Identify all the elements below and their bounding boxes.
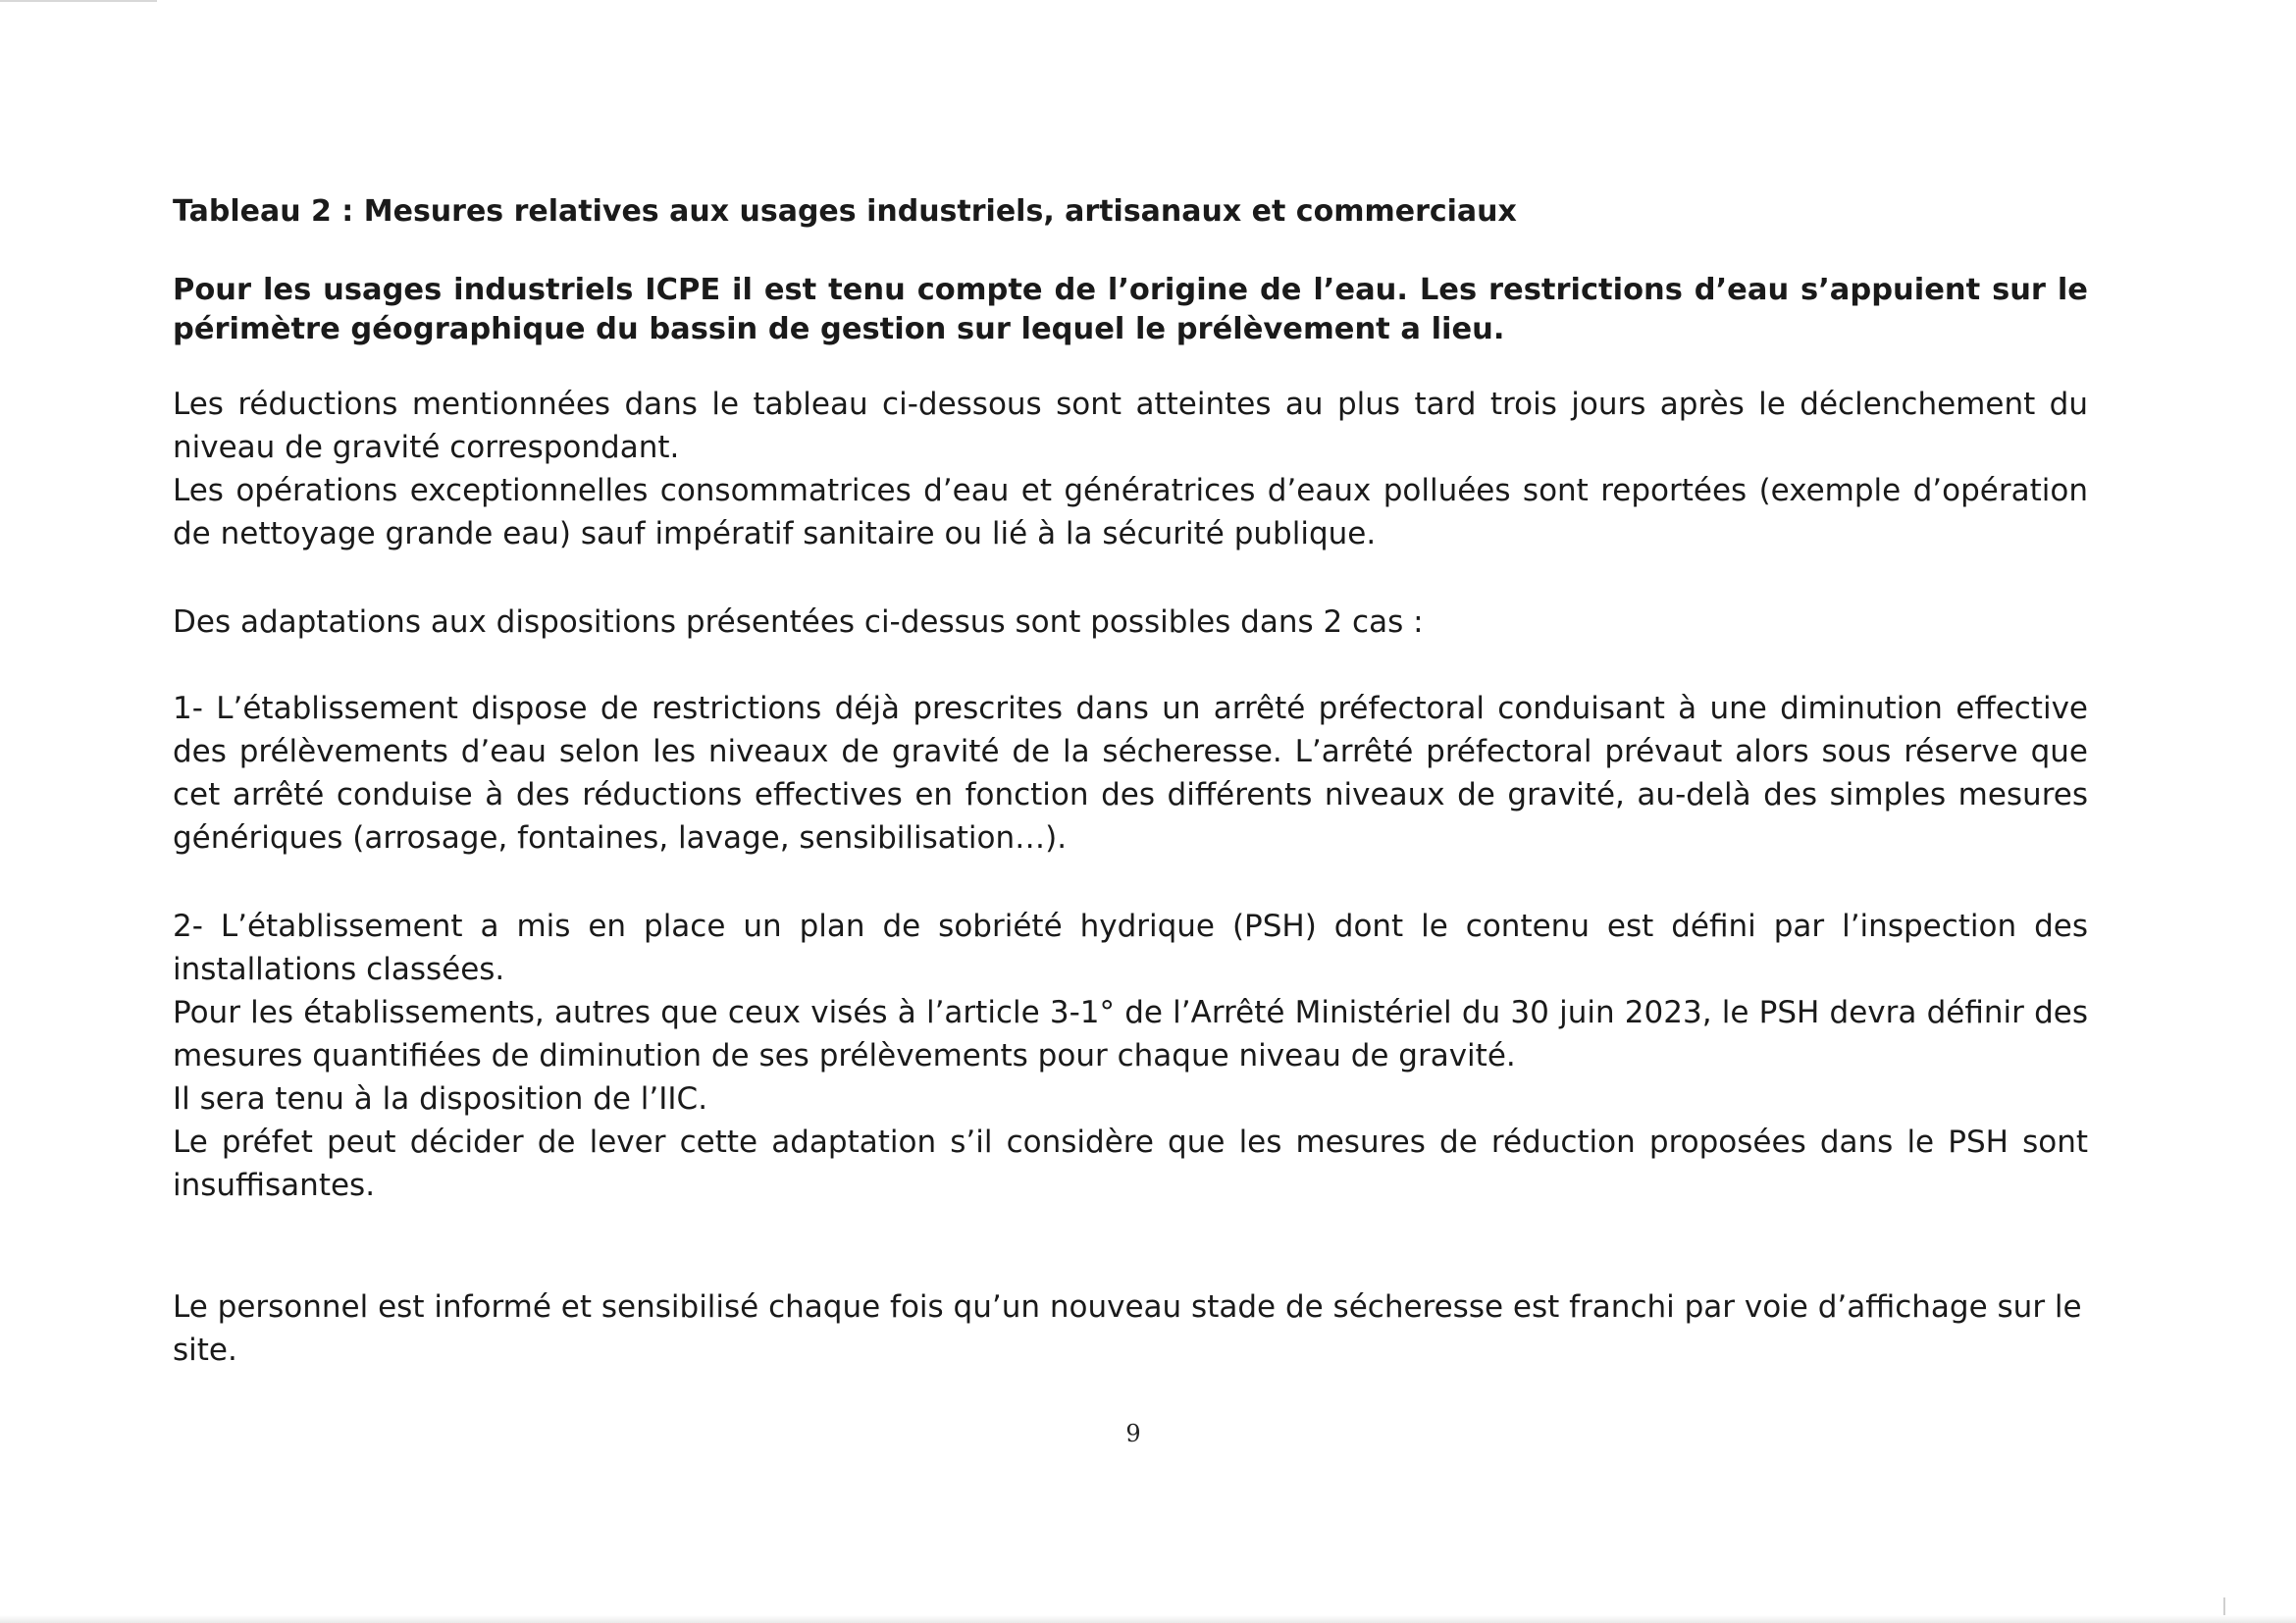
case-2-prefet-paragraph: Le préfet peut décider de lever cette adaptation s’il considère que les mesures de réduction proposées dans le PSH sont insuffisantes.	[173, 1125, 2088, 1203]
case-2-etablissements-paragraph: Pour les établissements, autres que ceux visés à l’article 3-1° de l’Arrêté Ministériel du 30 juin 2023, le PSH devra définir des mesures quantifiées de diminution de ses prélèvements pour chaque niveau de gravité.	[173, 995, 2088, 1073]
reductions-paragraph: Les réductions mentionnées dans le tableau ci-dessous sont atteintes au plus tard trois jours après le déclenchement du niveau de gravité correspondant.	[173, 387, 2088, 465]
page-number: 9	[1125, 1420, 1141, 1447]
adaptations-paragraph: Des adaptations aux dispositions présentées ci-dessus sont possibles dans 2 cas :	[173, 604, 1424, 640]
case-1-paragraph: 1- L’établissement dispose de restrictions déjà prescrites dans un arrêté préfectoral conduisant à une diminution effective des prélèvements d’eau selon les niveaux de gravité de la sécheresse. L’arrêté préfectoral prévaut alors sous réserve que cet arrêté conduise à des réductions effectives en fonction des différents niveaux de gravité, au-delà des simples mesures génériques (arrosage, fontaines, lavage, sensibilisation…).	[173, 691, 2088, 856]
personnel-paragraph: Le personnel est informé et sensibilisé chaque fois qu’un nouveau stade de sécheresse est franchi par voie d’affichage sur le site.	[173, 1289, 2082, 1368]
scan-edge-bottom	[0, 1615, 2296, 1623]
case-2-paragraph: 2- L’établissement a mis en place un plan de sobriété hydrique (PSH) dont le contenu est défini par l’inspection des installations classées.	[173, 909, 2088, 987]
intro-bold-paragraph: Pour les usages industriels ICPE il est tenu compte de l’origine de l’eau. Les restrictions d’eau s’appuient sur le périmètre géographique du bassin de gestion sur lequel le prélèvement a lieu.	[173, 273, 2088, 346]
operations-paragraph: Les opérations exceptionnelles consommatrices d’eau et génératrices d’eaux polluées sont reportées (exemple d’opération de nettoyage grande eau) sauf impératif sanitaire ou lié à la sécurité publique.	[173, 473, 2088, 551]
case-2-disposition-paragraph: Il sera tenu à la disposition de l’IIC.	[173, 1081, 708, 1117]
table-title: Tableau 2 : Mesures relatives aux usages industriels, artisanaux et commerciaux	[173, 194, 1517, 229]
scan-edge-top	[0, 0, 157, 2]
